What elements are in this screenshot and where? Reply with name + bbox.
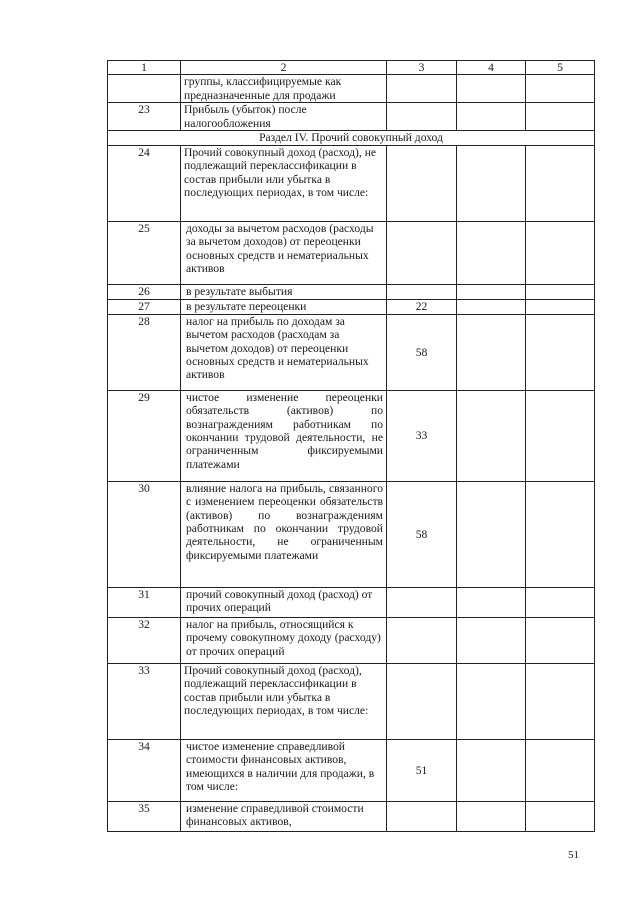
row-cell <box>457 617 526 663</box>
table-row <box>108 801 595 831</box>
row-cell <box>526 587 595 617</box>
row-cell <box>526 75 595 103</box>
row-cell <box>457 663 526 739</box>
row-cell <box>526 481 595 587</box>
row-value <box>387 663 457 739</box>
row-cell <box>457 481 526 587</box>
row-label: налог на прибыль по доходам за вычетом расходов (расходам за вычетом доходов) от переоценки основных средств и нематериальных активов <box>181 314 387 390</box>
row-number: 23 <box>108 103 181 131</box>
table-row <box>108 663 595 739</box>
row-cell <box>457 145 526 221</box>
row-label: Прибыль (убыток) после налогообложения <box>181 103 387 131</box>
row-cell <box>526 221 595 284</box>
row-cell <box>457 75 526 103</box>
report-table <box>107 60 595 832</box>
row-number: 27 <box>108 299 181 314</box>
row-cell <box>457 739 526 801</box>
row-value: 58 <box>387 481 457 587</box>
row-cell <box>457 299 526 314</box>
column-header: 5 <box>526 61 595 75</box>
row-value: 58 <box>387 314 457 390</box>
row-number: 30 <box>108 481 181 587</box>
row-value: 22 <box>387 299 457 314</box>
row-number: 26 <box>108 284 181 299</box>
row-value <box>387 801 457 831</box>
row-label: чистое изменение переоценки обязательств (активов) по вознаграждениям работникам по окончании трудовой деятельности, не ограниченным фиксируемыми платежами <box>181 390 387 481</box>
section-row <box>108 131 595 145</box>
row-label: группы, классифицируемые как предназначенные для продажи <box>181 75 387 103</box>
row-number: 24 <box>108 145 181 221</box>
row-number: 34 <box>108 739 181 801</box>
table-row <box>108 617 595 663</box>
row-cell <box>526 103 595 131</box>
row-cell <box>526 299 595 314</box>
table-row <box>108 221 595 284</box>
row-cell <box>526 617 595 663</box>
row-value <box>387 145 457 221</box>
table-row <box>108 739 595 801</box>
row-label: в результате выбытия <box>181 284 387 299</box>
row-label: Прочий совокупный доход (расход), не подлежащий переклассификации в состав прибыли или убытка в последующих периодах, в том числе: <box>181 145 387 221</box>
row-value <box>387 617 457 663</box>
row-cell <box>457 587 526 617</box>
row-number <box>108 75 181 103</box>
row-cell <box>457 221 526 284</box>
table-row <box>108 299 595 314</box>
row-cell <box>457 390 526 481</box>
row-cell <box>526 739 595 801</box>
row-value <box>387 284 457 299</box>
column-header: 1 <box>108 61 181 75</box>
row-label: Прочий совокупный доход (расход), подлежащий переклассификации в состав прибыли или убытка в последующих периодах, в том числе: <box>181 663 387 739</box>
row-cell <box>526 284 595 299</box>
table-header-row <box>108 61 595 75</box>
table-row <box>108 75 595 103</box>
row-cell <box>526 390 595 481</box>
row-number: 25 <box>108 221 181 284</box>
table-row <box>108 587 595 617</box>
row-cell <box>526 314 595 390</box>
table-row <box>108 481 595 587</box>
row-value <box>387 75 457 103</box>
row-label: чистое изменение справедливой стоимости финансовых активов, имеющихся в наличии для продажи, в том числе: <box>181 739 387 801</box>
column-header: 2 <box>181 61 387 75</box>
column-header: 4 <box>457 61 526 75</box>
row-value: 33 <box>387 390 457 481</box>
row-cell <box>526 145 595 221</box>
row-number: 28 <box>108 314 181 390</box>
row-cell <box>457 103 526 131</box>
row-value <box>387 103 457 131</box>
section-title: Раздел IV. Прочий совокупный доход <box>108 131 595 145</box>
row-label: налог на прибыль, относящийся к прочему совокупному доходу (расходу) от прочих операций <box>181 617 387 663</box>
row-number: 29 <box>108 390 181 481</box>
row-number: 35 <box>108 801 181 831</box>
row-cell <box>457 801 526 831</box>
row-cell <box>457 284 526 299</box>
row-label: прочий совокупный доход (расход) от прочих операций <box>181 587 387 617</box>
row-value <box>387 221 457 284</box>
row-label: доходы за вычетом расходов (расходы за вычетом доходов) от переоценки основных средств и нематериальных активов <box>181 221 387 284</box>
table-row <box>108 284 595 299</box>
table-row <box>108 145 595 221</box>
page-number: 51 <box>568 849 579 861</box>
row-cell <box>526 663 595 739</box>
table-row <box>108 103 595 131</box>
row-value: 51 <box>387 739 457 801</box>
row-number: 32 <box>108 617 181 663</box>
row-label: влияние налога на прибыль, связанного с изменением переоценки обязательств (активов) по вознаграждениям работникам по окончании трудовой деятельности, не ограниченным фиксируемыми платежами <box>181 481 387 587</box>
table-row <box>108 390 595 481</box>
row-number: 31 <box>108 587 181 617</box>
row-value <box>387 587 457 617</box>
row-cell <box>457 314 526 390</box>
row-label: изменение справедливой стоимости финансовых активов, <box>181 801 387 831</box>
row-number: 33 <box>108 663 181 739</box>
row-label: в результате переоценки <box>181 299 387 314</box>
table-row <box>108 314 595 390</box>
column-header: 3 <box>387 61 457 75</box>
row-cell <box>526 801 595 831</box>
